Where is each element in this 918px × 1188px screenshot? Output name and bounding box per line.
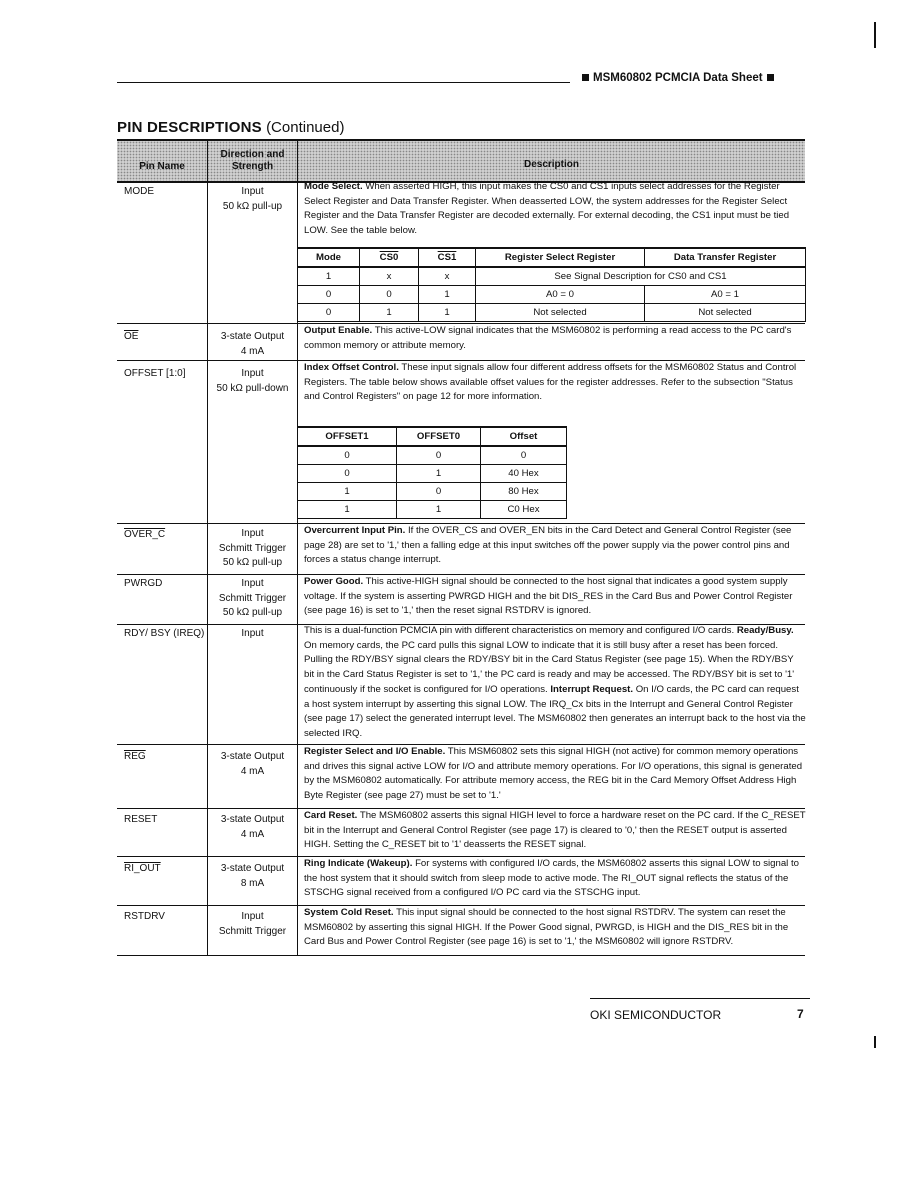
pin-description: System Cold Reset. This input signal should be connected to the host signal RSTDRV. The system can reset the MSM60802 by asserting this signal HIGH. If the Power Good signal, PWRGD, is HIGH and the DIS_RES bit in the Card Bus and Power Control Register (see page 16) is set to '1,' the MSM60802 will ignore RSTDRV. <box>304 907 789 948</box>
pin-description: Overcurrent Input Pin. If the OVER_CS and OVER_EN bits in the Card Detect and General Control Register (see page 28) are set to '1,' then a falling edge at this input switches off the power supply via the power control pins and forces a status change interrupt. <box>304 525 792 566</box>
pin-name: RESET <box>124 814 158 825</box>
pin-description: Output Enable. This active-LOW signal indicates that the MSM60802 is performing a read access to the PC card's common memory or attribute memory. <box>304 325 792 351</box>
pin-name: PWRGD <box>124 578 163 589</box>
pin-direction: Input 50 kΩ pull-up <box>222 186 283 212</box>
pin-direction: Input Schmitt Trigger 50 kΩ pull-up <box>218 528 287 568</box>
pin-direction: Input Schmitt Trigger <box>218 911 287 937</box>
square-bullet-icon <box>767 74 774 81</box>
footer-rule <box>590 998 810 999</box>
pin-description: Register Select and I/O Enable. This MSM60802 sets this signal HIGH (not active) for common memory operations and drives this signal active LOW for I/O and attribute memory operations. For I/O operations, this signal is generated by the MSM60802 automatically. For attribute memory access, the REG bit in the Card Memory Offset Address High Byte Register (see page 27) must be set to '1.' <box>304 746 803 802</box>
header-direction: Direction and Strength <box>220 149 285 172</box>
table-row: 1 x x See Signal Description for CS0 and CS1 <box>298 267 806 286</box>
header-pin-name: Pin Name <box>139 161 185 172</box>
pin-description: Power Good. This active-HIGH signal should be connected to the host signal that indicates a good system supply voltage. If the system is asserting PWRGD HIGH and the bit DIS_RES in the Card Bus and Power Control Register (see page 16) is set to '1,' then the reset signal RSTDRV is ignored. <box>304 576 793 617</box>
page-number: 7 <box>797 1007 804 1021</box>
pin-description: Ring Indicate (Wakeup). For systems with configured I/O cards, the MSM60802 asserts this signal LOW to signal to the host system that it should switch from sleep mode to active mode. The RI_OUT signal reflects the status of the STSCHG signal received from a configured I/O PC card via the STSCHG input. <box>304 858 799 899</box>
edge-mark-top <box>874 22 876 48</box>
offset-table: OFFSET1 OFFSET0 Offset 0 0 0 0 1 40 Hex 1 0 80 Hex 1 1 C0 Hex <box>297 426 567 519</box>
pin-direction: Input <box>241 628 264 639</box>
pin-description: Mode Select. When asserted HIGH, this input makes the CS0 and CS1 inputs select addresses for the Register Select Register and Data Transfer Register. When deasserted LOW, the system addresses for the Register Select Register and the Data Transfer Register are decoded externally. For external decoding, the CS1 input must be tied LOW. See the table below. <box>304 181 790 237</box>
pin-name: RSTDRV <box>124 911 165 922</box>
running-header: MSM60802 PCMCIA Data Sheet <box>578 72 778 84</box>
pin-name: MODE <box>124 186 154 197</box>
edge-mark-bottom <box>874 1036 876 1048</box>
mode-table: Mode CS0 CS1 Register Select Register Data Transfer Register 1 x x See Signal Description for CS0 and CS1 0 0 1 A0 = 0 A0 = 1 0 1 1 Not selected Not selected <box>297 247 806 322</box>
pin-name: $\overline{REG}$ <box>124 751 146 762</box>
pin-direction: Input 50 kΩ pull-down <box>216 368 289 394</box>
pin-direction: 3-state Output 4 mA <box>220 814 285 840</box>
table-row: 1 0 80 Hex <box>298 483 567 501</box>
pin-description: Card Reset. The MSM60802 asserts this signal HIGH level to force a hardware reset on the PC card. If the C_RESET bit in the Interrupt and General Control Register (see page 17) is cleared to '0,' then the RESET output is asserted HIGH. Setting the C_RESET bit to '1' deasserts the RESET signal. <box>304 810 806 851</box>
pin-name: RI_OUT <box>124 863 161 874</box>
section-title: PIN DESCRIPTIONS (Continued) <box>117 119 345 136</box>
pin-name: OFFSET [1:0] <box>124 368 186 379</box>
pin-name: RDY/ BSY (IREQ) <box>124 628 205 639</box>
table-row: 0 0 1 A0 = 0 A0 = 1 <box>298 286 806 304</box>
table-row: 0 1 1 Not selected Not selected <box>298 304 806 322</box>
pin-direction: 3-state Output 4 mA <box>220 751 285 777</box>
table-row: 1 1 C0 Hex <box>298 501 567 519</box>
pin-direction: 3-state Output 8 mA <box>220 863 285 889</box>
table-row: 0 0 0 <box>298 446 567 465</box>
pin-direction: Input Schmitt Trigger 50 kΩ pull-up <box>218 578 287 618</box>
square-bullet-icon <box>582 74 589 81</box>
pin-description: This is a dual-function PCMCIA pin with different characteristics on memory and configured I/O cards. Ready/Busy. On memory cards, the PC card pulls this signal LOW to indicate that it is still busy after a reset has been forced. Pulling the RDY/BSY signal clears the RDY/BSY bit in the Card Status Register (see page 15). When the RDY/BSY bit in the Card Status Register is set to '1,' the PC card is ready and may be accessed. The RDY/BSY bit is set to '1' continuously if the socket is configured for I/O operations. Interrupt Request. On I/O cards, the PC card can request a host system interrupt by asserting this signal LOW. The IRQ_Cx bits in the Interrupt and General Control Register (see page 17) select the generated interrupt level. The MSM60802 then generates an interrupt back to the host via the selected IRQ. <box>304 625 806 739</box>
pin-direction: 3-state Output 4 mA <box>220 331 285 357</box>
pin-description: Index Offset Control. These input signals allow four different address offsets for the MSM60802 Status and Control Registers. The table below shows available offset values for the register addresses. Refer to the subsection "Status and Control Registers" on page 12 for more information. <box>304 362 797 403</box>
pin-name: $\overline{OE}$ <box>124 331 139 342</box>
footer-company: OKI SEMICONDUCTOR <box>590 1008 722 1022</box>
header-description: Description <box>523 159 579 170</box>
row-divider <box>117 955 805 956</box>
pin-name: OVER_C <box>124 529 166 540</box>
table-row: 0 1 40 Hex <box>298 465 567 483</box>
header-rule <box>117 82 570 83</box>
